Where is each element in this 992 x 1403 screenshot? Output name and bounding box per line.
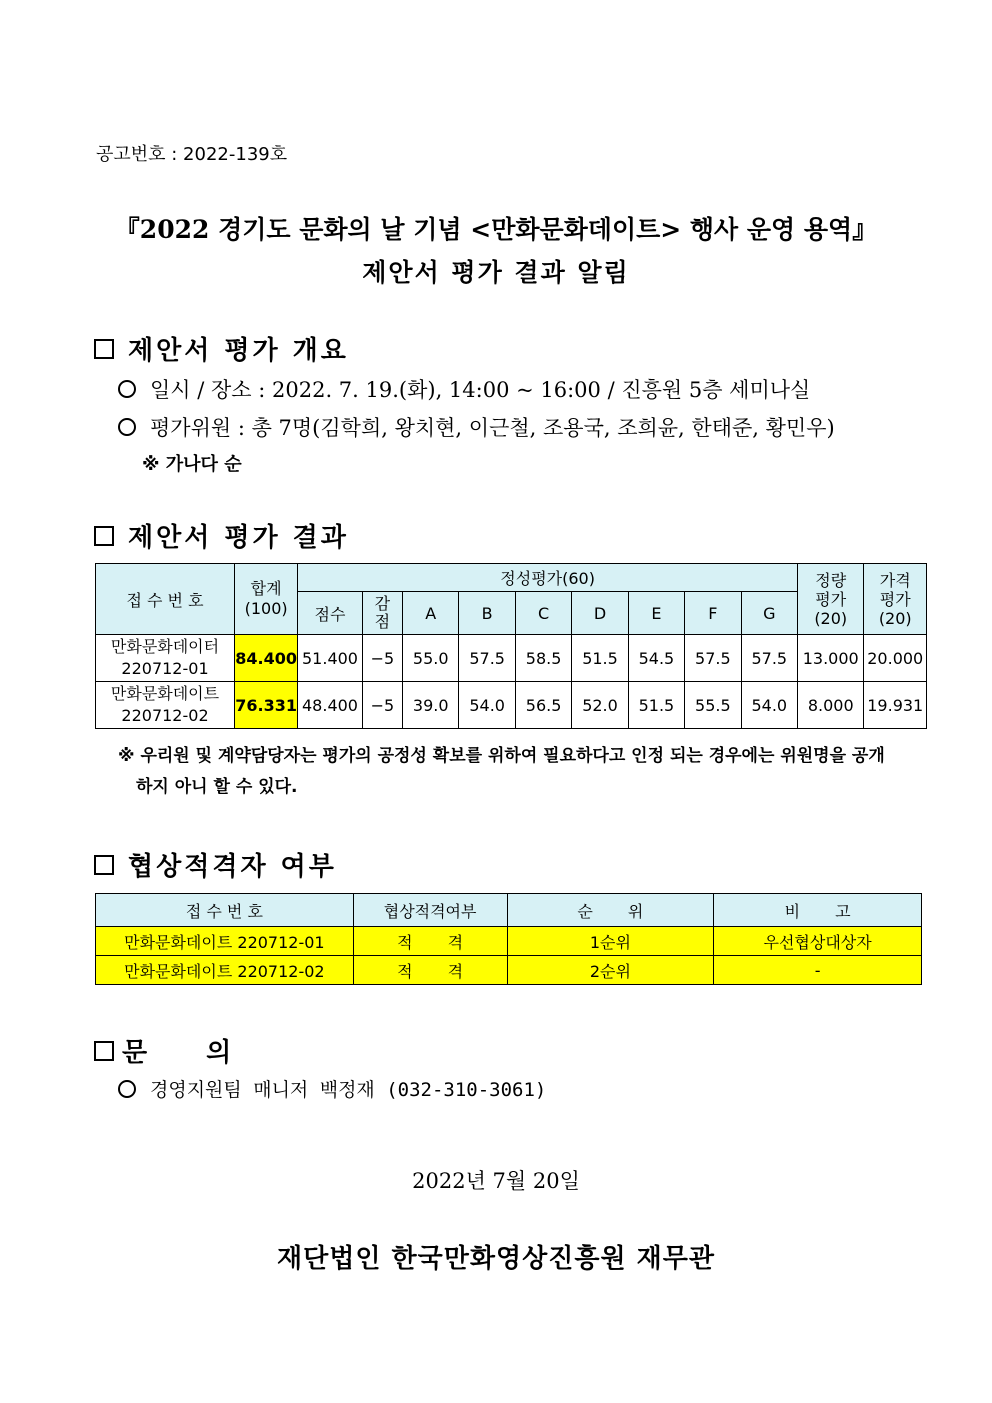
header-receipt: 접 수 번 호 (96, 564, 235, 635)
section-overview-title: 제안서 평가 개요 (128, 336, 349, 366)
section-inquiry-title: 문 의 (122, 1038, 232, 1068)
table-row (96, 635, 927, 682)
receipt-cell (96, 635, 235, 682)
value-cell: 39.0 (403, 682, 459, 729)
header-deduction: 감 점 (362, 592, 402, 635)
score-cell: 48.400 (298, 682, 362, 729)
value-cell: 55.0 (403, 635, 459, 682)
overview-item-schedule (118, 374, 810, 404)
inquiry-item (118, 1075, 546, 1102)
receipt-name: 만화문화데이트 (110, 684, 220, 703)
value-cell: 54.0 (741, 682, 797, 729)
neg-remark-cell: - (714, 956, 922, 985)
neg-remark-cell: 우선협상대상자 (714, 927, 922, 956)
section-result-title: 제안서 평가 결과 (128, 523, 349, 553)
header-qualitative: 정성평가(60) (298, 564, 798, 592)
section-inquiry-heading (94, 1032, 231, 1069)
circle-bullet-icon (118, 1080, 136, 1098)
header-col-f: F (685, 592, 741, 635)
neg-rank-cell: 1순위 (507, 927, 714, 956)
section-negotiation-heading (94, 846, 337, 883)
header-col-b: B (459, 592, 515, 635)
overview-item-text: 일시 / 장소 : 2022. 7. 19.(화), 14:00 ~ 16:00 / 진흥원 5층 세미나실 (150, 378, 811, 402)
table-row (96, 956, 922, 985)
value-cell: 57.5 (741, 635, 797, 682)
circle-bullet-icon (118, 380, 136, 398)
price-cell: 19.931 (864, 682, 927, 729)
neg-header-rank: 순 위 (507, 894, 714, 927)
header-quantitative: 정량 평가 (20) (797, 564, 864, 635)
header-price: 가격 평가 (20) (864, 564, 927, 635)
disclosure-note-line2: 하지 아니 할 수 있다. (136, 777, 298, 797)
neg-receipt-cell: 만화문화데이트 220712-02 (96, 956, 354, 985)
total-cell: 84.400 (235, 635, 298, 682)
table-row (96, 682, 927, 729)
disclosure-note (118, 741, 924, 803)
deduction-cell: −5 (362, 635, 402, 682)
overview-item-committee (118, 412, 835, 442)
value-cell: 54.0 (459, 682, 515, 729)
document-date: 2022년 7월 20일 (412, 1169, 580, 1193)
neg-header-eligibility: 협상적격여부 (353, 894, 507, 927)
checkbox-square-icon (94, 339, 114, 359)
negotiation-table (95, 893, 922, 985)
document-subtitle: 제안서 평가 결과 알림 (362, 258, 630, 287)
issuing-organization: 재단법인 한국만화영상진흥원 재무관 (277, 1244, 715, 1274)
deduction-cell: −5 (362, 682, 402, 729)
total-cell: 76.331 (235, 682, 298, 729)
checkbox-square-icon (94, 526, 114, 546)
header-col-g: G (741, 592, 797, 635)
section-overview-heading (94, 330, 349, 367)
quantitative-cell: 13.000 (797, 635, 864, 682)
overview-item-text: 평가위원 : 총 7명(김학희, 왕치현, 이근철, 조용국, 조희윤, 한태준, 황민우) (150, 416, 835, 440)
value-cell: 51.5 (572, 635, 628, 682)
receipt-code: 220712-01 (121, 659, 209, 678)
header-col-a: A (403, 592, 459, 635)
section-result-heading (94, 517, 349, 554)
document-title: 『2022 경기도 문화의 날 기념 <만화문화데이트> 행사 운영 용역』 (114, 215, 878, 244)
inquiry-text: 경영지원팀 매니저 백정재 (032-310-3061) (150, 1079, 547, 1101)
neg-eligibility-cell: 적 격 (353, 927, 507, 956)
receipt-name: 만화문화데이터 (110, 637, 220, 656)
value-cell: 58.5 (515, 635, 571, 682)
section-negotiation-title: 협상적격자 여부 (128, 852, 337, 882)
value-cell: 54.5 (628, 635, 684, 682)
value-cell: 56.5 (515, 682, 571, 729)
receipt-code: 220712-02 (121, 706, 209, 725)
overview-note: ※ 가나다 순 (142, 454, 242, 475)
header-col-d: D (572, 592, 628, 635)
neg-header-receipt: 접 수 번 호 (96, 894, 354, 927)
value-cell: 55.5 (685, 682, 741, 729)
quantitative-cell: 8.000 (797, 682, 864, 729)
value-cell: 57.5 (685, 635, 741, 682)
score-cell: 51.400 (298, 635, 362, 682)
checkbox-square-icon (94, 1041, 114, 1061)
checkbox-square-icon (94, 855, 114, 875)
price-cell: 20.000 (864, 635, 927, 682)
value-cell: 52.0 (572, 682, 628, 729)
notice-number: 공고번호 : 2022-139호 (96, 144, 288, 165)
header-col-e: E (628, 592, 684, 635)
neg-receipt-cell: 만화문화데이트 220712-01 (96, 927, 354, 956)
circle-bullet-icon (118, 418, 136, 436)
header-col-c: C (515, 592, 571, 635)
header-total: 합계 (100) (235, 564, 298, 635)
neg-rank-cell: 2순위 (507, 956, 714, 985)
evaluation-table (95, 563, 927, 729)
value-cell: 51.5 (628, 682, 684, 729)
neg-header-remark: 비 고 (714, 894, 922, 927)
table-row (96, 927, 922, 956)
disclosure-note-line1: ※ 우리원 및 계약담당자는 평가의 공정성 확보를 위하여 필요하다고 인정 되는 경우에는 위원명을 공개 (118, 746, 885, 766)
neg-eligibility-cell: 적 격 (353, 956, 507, 985)
receipt-cell (96, 682, 235, 729)
header-score: 점수 (298, 592, 362, 635)
value-cell: 57.5 (459, 635, 515, 682)
